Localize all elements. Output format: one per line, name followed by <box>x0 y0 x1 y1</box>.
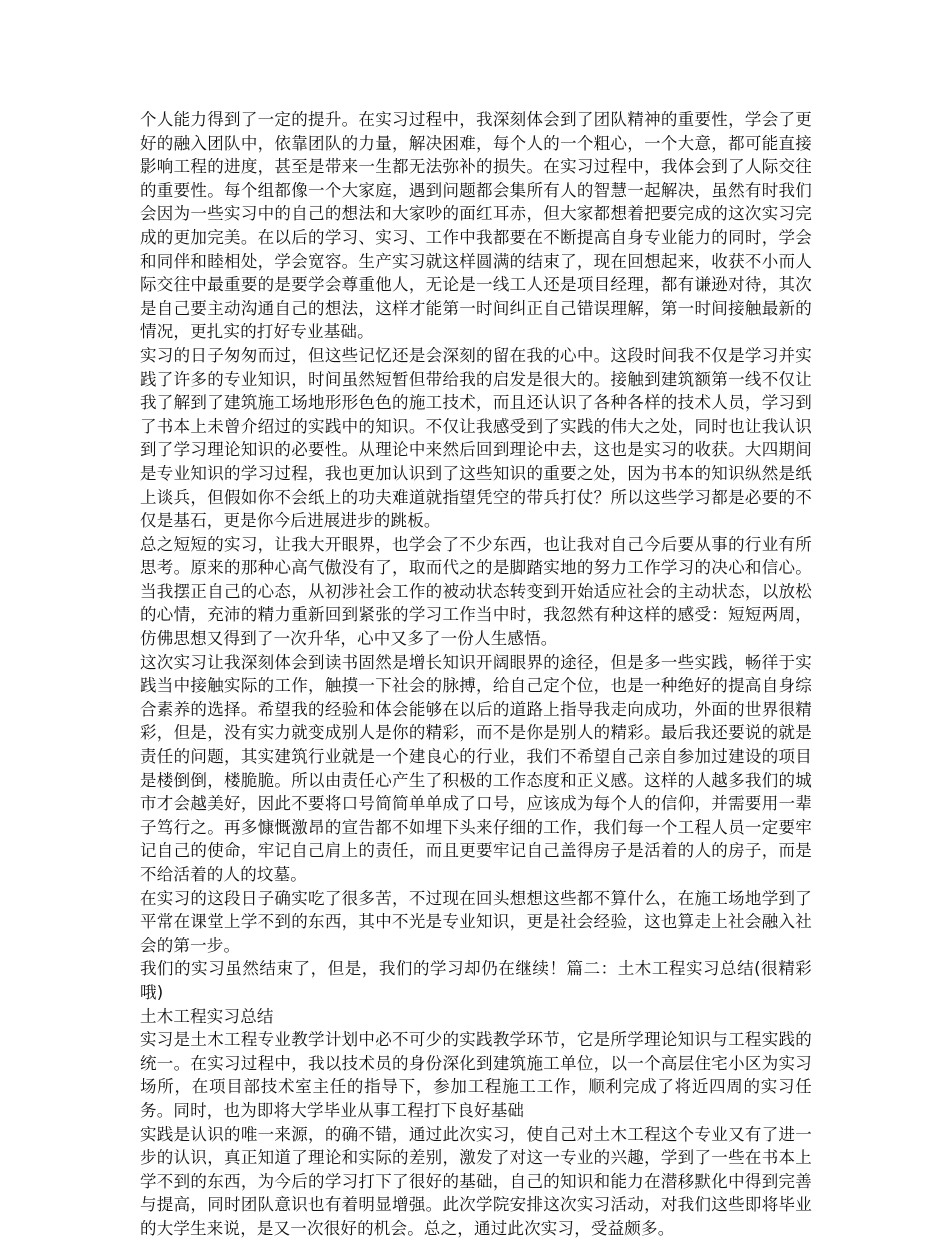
section-heading: 土木工程实习总结 <box>140 1006 274 1026</box>
paragraph-4: 这次实习让我深刻体会到读书固然是增长知识开阔眼界的途径，但是多一些实践，畅徉于实践当中接触实际的工作，触摸一下社会的脉搏，给自己定个位，也是一种绝好的提高自身综合素养的选择。希望我的经验和体会能够在以后的道路上指导我走向成功，外面的世界很精彩，但是，没有实力就变成别人是你的精彩，而不是你是别人的精彩。最后我还要说的就是责任的问题，其实建筑行业就是一个建良心的行业，我们不希望自己亲自参加过建设的项目是楼倒倒，楼脆脆。所以由责任心产生了积极的工作态度和正义感。这样的人越多我们的城市才会越美好，因此不要将口号简简单单成了口号，应该成为每个人的信仰，并需要用一辈子笃行之。再多慷慨激昂的宣告都不如埋下头来仔细的工作，我们每一个工程人员一定要牢记自己的使命，牢记自己肩上的责任，而且更要牢记自己盖得房子是活着的人的房子，而是不给活着的人的坟墓。 <box>140 652 812 884</box>
paragraph-7: 实习是土木工程专业教学计划中必不可少的实践教学环节，它是所学理论知识与工程实践的统一。在实习过程中，我以技术员的身份深化到建筑施工单位，以一个高层住宅小区为实习场所，在项目部技术室主任的指导下，参加工程施工工作，顺利完成了将近四周的实习任务。同时，也为即将大学毕业从事工程打下良好基础 <box>140 1030 812 1120</box>
paragraph-5: 在实习的这段日子确实吃了很多苦，不过现在回头想想这些都不算什么，在施工场地学到了平常在课堂上学不到的东西，其中不光是专业知识，更是社会经验，这也算走上社会融入社会的第一步。 <box>140 888 812 955</box>
paragraph-2: 实习的日子匆匆而过，但这些记忆还是会深刻的留在我的心中。这段时间我不仅是学习并实践了许多的专业知识，时间虽然短暂但带给我的启发是很大的。接触到建筑额第一线不仅让我了解到了建筑施工场地形形色色的施工技术，而且还认识了各种各样的技术人员，学习到了书本上未曾介绍过的实践中的知识。不仅让我感受到了实践的伟大之处，同时也让我认识到了学习理论知识的必要性。从理论中来然后回到理论中去，这也是实习的收获。大四期间是专业知识的学习过程，我也更加认识到了这些知识的重要之处，因为书本的知识纵然是纸上谈兵，但假如你不会纸上的功夫难道就指望凭空的带兵打仗？所以这些学习都是必要的不仅是基石，更是你今后进展进步的跳板。 <box>140 345 812 531</box>
paragraph-1: 个人能力得到了一定的提升。在实习过程中，我深刻体会到了团队精神的重要性，学会了更好的融入团队中，依靠团队的力量，解决困难，每个人的一个粗心，一个大意，都可能直接影响工程的进度，甚至是带来一生都无法弥补的损失。在实习过程中，我体会到了人际交往的重要性。每个组都像一个大家庭，遇到问题都会集所有人的智慧一起解决，虽然有时我们会因为一些实习中的自己的想法和大家吵的面红耳赤，但大家都想着把要完成的这次实习完成的更加完美。在以后的学习、实习、工作中我都要在不断提高自身专业能力的同时，学会和同伴和睦相处，学会宽容。生产实习就这样圆满的结束了，现在回想起来，收获不小而人际交往中最重要的是要学会尊重他人，无论是一线工人还是项目经理，都有谦逊对待，其次是自己要主动沟通自己的想法，这样才能第一时间纠正自己错误理解，第一时间接触最新的情况，更扎实的打好专业基础。 <box>140 110 812 342</box>
paragraph-6: 我们的实习虽然结束了，但是，我们的学习却仍在继续！篇二：土木工程实习总结(很精彩哦) <box>140 959 812 1002</box>
paragraph-8: 实践是认识的唯一来源，的确不错，通过此次实习，使自己对土木工程这个专业又有了进一步的认识，真正知道了理论和实际的差别，激发了对这一专业的兴趣，学到了一些在书本上学不到的东西，为今后的学习打下了很好的基础，自己的知识和能力在潜移默化中得到完善与提高，同时团队意识也有着明显增强。此次学院安排这次实习活动，对我们这些即将毕业的大学生来说，是又一次很好的机会。总之，通过此次实习，受益颇多。 <box>140 1124 812 1238</box>
document-body <box>140 108 812 1241</box>
paragraph-3: 总之短短的实习，让我大开眼界，也学会了不少东西，也让我对自己今后要从事的行业有所思考。原来的那种心高气傲没有了，取而代之的是脚踏实地的努力工作学习的决心和信心。当我摆正自己的心态，从初涉社会工作的被动状态转变到开始适应社会的主动状态，以放松的心情，充沛的精力重新回到紧张的学习工作当中时，我忽然有种这样的感受：短短两周，仿佛思想又得到了一次升华，心中又多了一份人生感悟。 <box>140 534 812 649</box>
